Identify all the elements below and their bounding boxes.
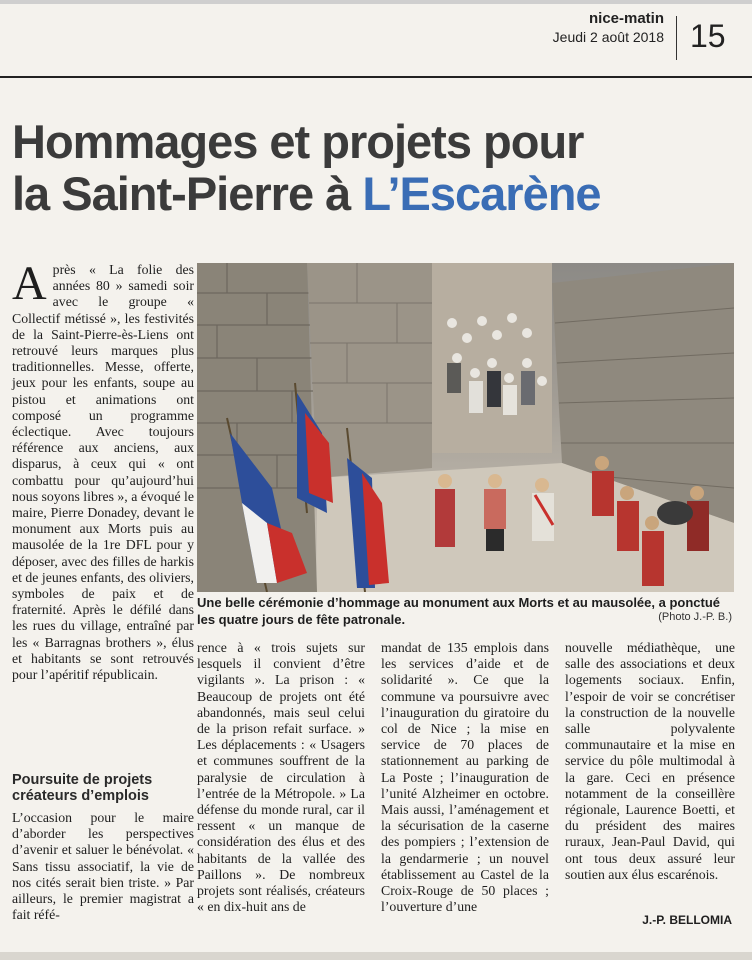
- page-header: [0, 4, 752, 78]
- drop-cap: A: [12, 257, 47, 310]
- photo-credit: (Photo J.-P. B.): [658, 611, 732, 623]
- article-column-4: [565, 640, 735, 883]
- bottom-edge: [0, 952, 752, 960]
- header-separator: [676, 16, 677, 60]
- newspaper-name: nice-matin: [588, 10, 664, 27]
- headline-line2: la Saint-Pierre à: [12, 167, 363, 220]
- article-column-2: [197, 640, 365, 915]
- paragraph-2: L’occasion pour le maire d’aborder les perspectives d’avenir et saluer le bénévolat. « Sans tissu associatif, la vie de nos cités serait bien triste. » Par ailleurs, le premier magistrat a fait réfé-: [12, 810, 194, 923]
- lead-text: près « La folie des années 80 » samedi soir avec le groupe « Collectif métissé », les festivités de la Saint-Pierre-ès-Liens ont retrouvé leurs marques plus traditionnelles. Messe, offerte, jeux pour les enfants, soupe au pistou et animations ont composé un programme éclectique. Avec toujours référence aux anciens, aux disparus, à ceux qui « ont combattu pour qu’aujourd’hui nous soyons libres », a évoqué le maire, Pierre Donadey, devant le monument aux Morts puis au mausolée de la 1re DFL pour y déposer, avec des filles de harkis et de jeunes enfants, des oliviers, symboles de paix et de fraternité. Après le défilé dans les rues du village, entraîné par les « Barragnas brothers », élus et habitants se sont retrouvés pour l’apéritif républicain.: [12, 262, 195, 683]
- section-subhead: Poursuite de projets créateurs d’emplois: [12, 772, 153, 804]
- article-headline: [12, 116, 742, 220]
- headline-line1: Hommages et projets pour: [12, 115, 584, 168]
- column-3-text: mandat de 135 emplois dans les services d’aide et de solidarité ». Ce que la commune va poursuivre avec l’inauguration du giratoire du col de Nice ; la mise en service de 70 places de stationnement au parking de La Poste ; l’inauguration de l’unité Alzheimer en octobre. Mais aussi, l’aménagement et la sécurisation de la caserne des pompiers ; l’extension de la gendarmerie ; un nouvel établissement au Castel de la Croix-Rouge de 50 places ; l’ouverture d’une: [381, 640, 549, 915]
- ceremony-illustration: [197, 263, 734, 592]
- lead-paragraph: [12, 257, 195, 683]
- author-signature: J.-P. BELLOMIA: [642, 913, 732, 927]
- page-number: 15: [690, 18, 726, 54]
- article-column-1: [12, 257, 195, 683]
- issue-date: Jeudi 2 août 2018: [552, 29, 664, 45]
- ceremony-photo: [197, 263, 734, 592]
- column-2-text: rence à « trois sujets sur lesquels il convient d’être vigilants ». La prison : « Beaucoup de projets ont été abandonnés, mais seul celui de la prison refait surface. » Les déplacements : « Usagers et communes souffrent de la paralysie de circulation à l’entrée de la Métropole. » La défense du monde rural, car il ressent « un manque de considération des élus et des habitants de la vallée des Paillons ». De nombreux projets sont réalisés, créateurs « en dix-huit ans de: [197, 640, 365, 915]
- headline-town: L’Escarène: [362, 167, 601, 220]
- article-column-1-bottom: [12, 810, 194, 923]
- header-rule: [0, 76, 752, 78]
- masthead: [553, 10, 664, 45]
- column-4-text: nouvelle médiathèque, une salle des associations et deux logements sociaux. Enfin, l’espoir de voir se concrétiser la construction de la nouvelle salle polyvalente communautaire et la mise en service du pôle multimodal à la gare. Ceci en présence notamment de la conseillère régionale, Laurence Boetti, et du président des maires ruraux, Jean-Paul David, qui ont tous deux assuré leur soutien aux élus escarénois.: [565, 640, 735, 882]
- photo-caption: Une belle cérémonie d’hommage au monument aux Morts et au mausolée, a ponctué les quatre jours de fête patronale.: [197, 595, 721, 627]
- article-column-3: [381, 640, 549, 915]
